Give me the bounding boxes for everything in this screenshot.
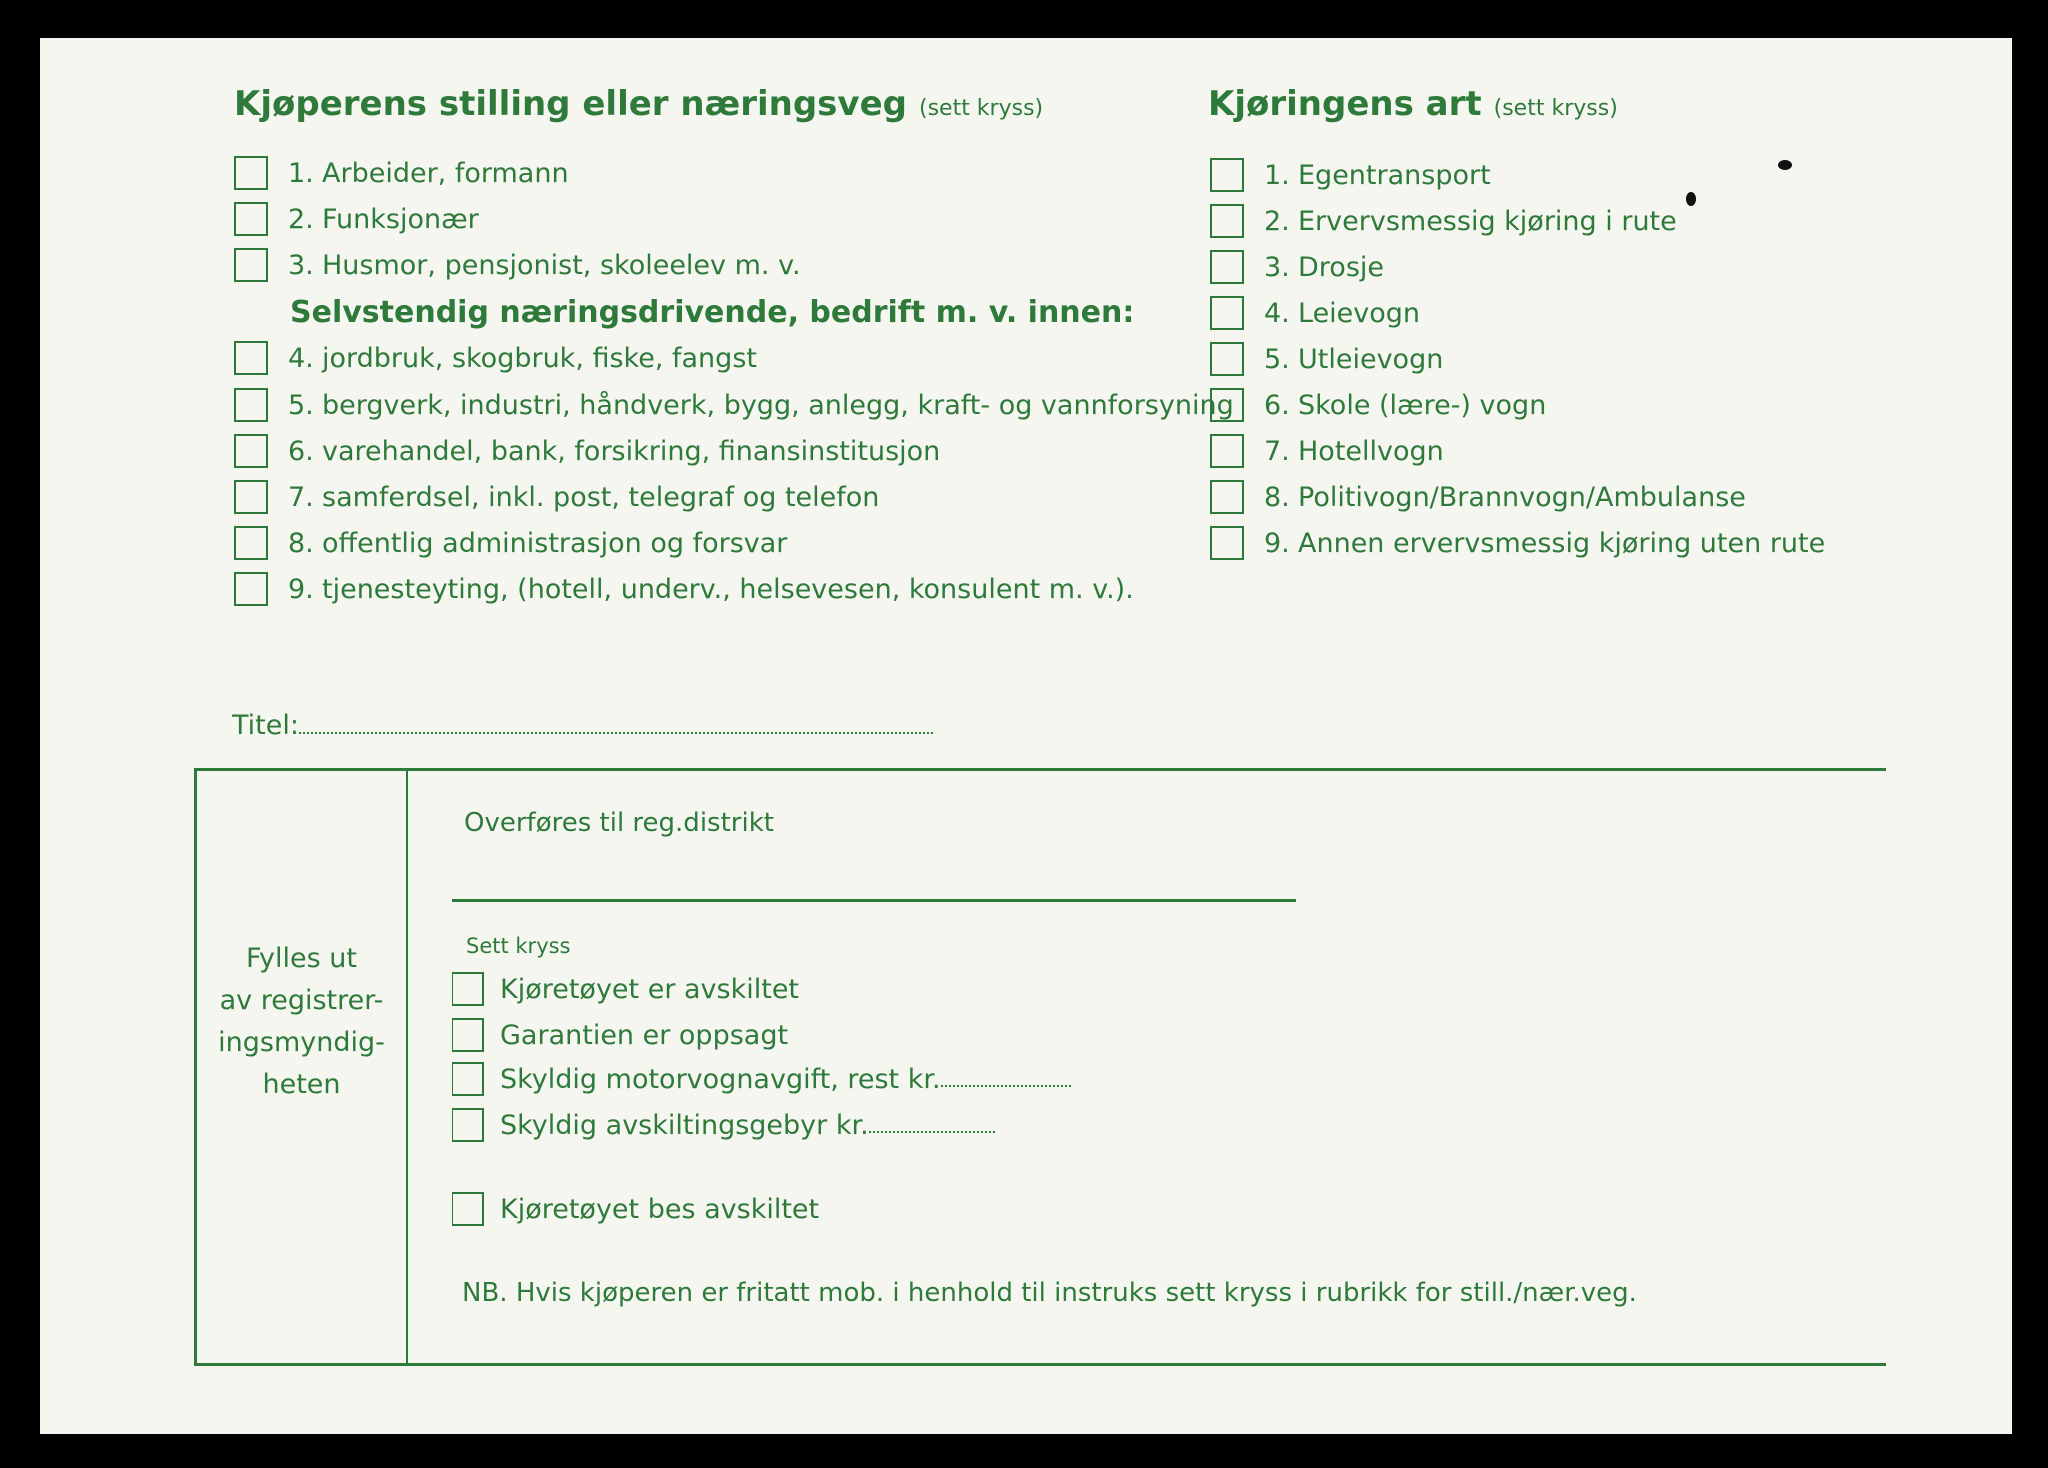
checkbox[interactable] xyxy=(234,388,268,422)
checkbox[interactable] xyxy=(234,202,268,236)
driving-type-option[interactable] xyxy=(1210,342,1443,376)
option-number: 1. xyxy=(288,157,314,189)
option-number: 4. xyxy=(288,342,314,374)
check-label: Kjøretøyet er avskiltet xyxy=(500,973,800,1005)
checkbox[interactable] xyxy=(234,248,268,282)
driving-type-heading-text: Kjøringens art xyxy=(1208,84,1482,124)
occupation-heading-note: (sett kryss) xyxy=(918,96,1044,121)
side-label-line: Fylles ut xyxy=(246,943,357,974)
occupation-option[interactable] xyxy=(234,434,940,468)
amount-dotted-line[interactable] xyxy=(941,1071,1071,1087)
occupation-option[interactable] xyxy=(234,480,879,514)
occupation-option[interactable] xyxy=(234,202,479,236)
checkbox[interactable] xyxy=(452,972,484,1006)
registration-authority-panel xyxy=(194,768,1886,1366)
option-label: Annen ervervsmessig kjøring uten rute xyxy=(1298,527,1826,559)
option-label: bergverk, industri, håndverk, bygg, anlegg, kraft- og vannforsyning xyxy=(322,389,1234,421)
registration-check[interactable] xyxy=(452,1108,995,1142)
option-label: Drosje xyxy=(1298,251,1384,283)
checkbox[interactable] xyxy=(452,1062,484,1096)
option-number: 3. xyxy=(288,249,314,281)
title-field-dotted-line[interactable] xyxy=(299,714,933,734)
option-label: Leievogn xyxy=(1298,297,1421,329)
occupation-heading-text: Kjøperens stilling eller næringsveg xyxy=(234,84,907,124)
panel-bottom-border xyxy=(194,1363,1886,1366)
option-number: 5. xyxy=(288,389,314,421)
option-label: Husmor, pensjonist, skoleelev m. v. xyxy=(322,249,801,281)
driving-type-option[interactable] xyxy=(1210,480,1746,514)
option-number: 7. xyxy=(288,481,314,513)
checkbox[interactable] xyxy=(1210,434,1244,468)
option-number: 3. xyxy=(1264,251,1290,283)
checkbox[interactable] xyxy=(234,480,268,514)
checkbox[interactable] xyxy=(234,434,268,468)
registration-check[interactable] xyxy=(452,1018,788,1052)
driving-type-option[interactable] xyxy=(1210,296,1420,330)
option-label: Politivogn/Brannvogn/Ambulanse xyxy=(1298,481,1746,513)
driving-type-option[interactable] xyxy=(1210,526,1825,560)
checkbox[interactable] xyxy=(234,526,268,560)
option-label: jordbruk, skogbruk, fiske, fangst xyxy=(322,342,757,374)
option-label: Skole (lære-) vogn xyxy=(1298,389,1547,421)
check-label: Skyldig motorvognavgift, rest kr. xyxy=(500,1063,941,1095)
checkbox[interactable] xyxy=(1210,158,1244,192)
option-number: 7. xyxy=(1264,435,1290,467)
option-number: 2. xyxy=(1264,205,1290,237)
checkbox[interactable] xyxy=(1210,342,1244,376)
transfer-district-label: Overføres til reg.distrikt xyxy=(464,808,774,838)
checkbox[interactable] xyxy=(452,1108,484,1142)
checkbox[interactable] xyxy=(1210,480,1244,514)
option-number: 5. xyxy=(1264,343,1290,375)
sett-kryss-label: Sett kryss xyxy=(466,934,571,958)
driving-type-heading-note: (sett kryss) xyxy=(1493,96,1618,121)
driving-type-option[interactable] xyxy=(1210,158,1491,192)
occupation-option[interactable] xyxy=(234,248,801,282)
title-field-label: Titel: xyxy=(232,710,299,741)
checkbox[interactable] xyxy=(452,1192,484,1226)
occupation-option[interactable] xyxy=(234,341,757,375)
panel-side-label xyxy=(197,938,406,1106)
panel-top-border xyxy=(194,768,1886,771)
option-number: 9. xyxy=(1264,527,1290,559)
option-number: 8. xyxy=(288,527,314,559)
side-label-line: ingsmyndig- xyxy=(218,1027,385,1058)
registration-check[interactable] xyxy=(452,1062,1071,1096)
driving-type-option[interactable] xyxy=(1210,434,1444,468)
option-label: Hotellvogn xyxy=(1298,435,1444,467)
title-field[interactable] xyxy=(232,710,933,741)
checkbox[interactable] xyxy=(1210,526,1244,560)
driving-type-heading xyxy=(1208,84,1618,124)
driving-type-option[interactable] xyxy=(1210,388,1546,422)
option-label: Funksjonær xyxy=(322,203,479,235)
option-label: Ervervsmessig kjøring i rute xyxy=(1298,205,1677,237)
option-number: 6. xyxy=(1264,389,1290,421)
transfer-district-line[interactable] xyxy=(452,899,1296,902)
option-label: varehandel, bank, forsikring, finansinstitusjon xyxy=(322,435,941,467)
checkbox[interactable] xyxy=(1210,296,1244,330)
registration-check[interactable] xyxy=(452,1192,819,1226)
option-label: Utleievogn xyxy=(1298,343,1444,375)
check-label: Garantien er oppsagt xyxy=(500,1019,789,1051)
occupation-option[interactable] xyxy=(234,526,787,560)
checkbox[interactable] xyxy=(1210,388,1244,422)
self-employed-subheading: Selvstendig næringsdrivende, bedrift m. v. innen: xyxy=(290,295,1135,330)
occupation-option[interactable] xyxy=(234,156,569,190)
occupation-option[interactable] xyxy=(234,388,1234,422)
driving-type-option[interactable] xyxy=(1210,204,1677,238)
checkbox[interactable] xyxy=(234,156,268,190)
registration-check[interactable] xyxy=(452,972,799,1006)
option-number: 1. xyxy=(1264,159,1290,191)
option-label: offentlig administrasjon og forsvar xyxy=(322,527,788,559)
occupation-heading xyxy=(234,84,1043,124)
option-label: tjenesteyting, (hotell, underv., helsevesen, konsulent m. v.). xyxy=(322,573,1134,605)
checkbox[interactable] xyxy=(1210,204,1244,238)
side-label-line: heten xyxy=(262,1069,341,1100)
checkbox[interactable] xyxy=(452,1018,484,1052)
side-label-line: av registrer- xyxy=(219,985,384,1016)
driving-type-option[interactable] xyxy=(1210,250,1384,284)
panel-divider xyxy=(406,768,408,1366)
exemption-note: NB. Hvis kjøperen er fritatt mob. i henhold til instruks sett kryss i rubrikk for still./nær.veg. xyxy=(462,1278,1637,1308)
option-label: Egentransport xyxy=(1298,159,1491,191)
checkbox[interactable] xyxy=(1210,250,1244,284)
ink-speck xyxy=(1686,192,1696,206)
check-label: Skyldig avskiltingsgebyr kr. xyxy=(500,1109,869,1141)
checkbox[interactable] xyxy=(234,341,268,375)
option-number: 6. xyxy=(288,435,314,467)
checkbox[interactable] xyxy=(234,572,268,606)
check-label: Kjøretøyet bes avskiltet xyxy=(500,1193,820,1225)
option-label: Arbeider, formann xyxy=(322,157,569,189)
ink-speck xyxy=(1778,160,1792,170)
option-number: 2. xyxy=(288,203,314,235)
amount-dotted-line[interactable] xyxy=(869,1117,995,1133)
option-number: 4. xyxy=(1264,297,1290,329)
option-number: 8. xyxy=(1264,481,1290,513)
occupation-option[interactable] xyxy=(234,572,1134,606)
option-number: 9. xyxy=(288,573,314,605)
option-label: samferdsel, inkl. post, telegraf og telefon xyxy=(322,481,880,513)
